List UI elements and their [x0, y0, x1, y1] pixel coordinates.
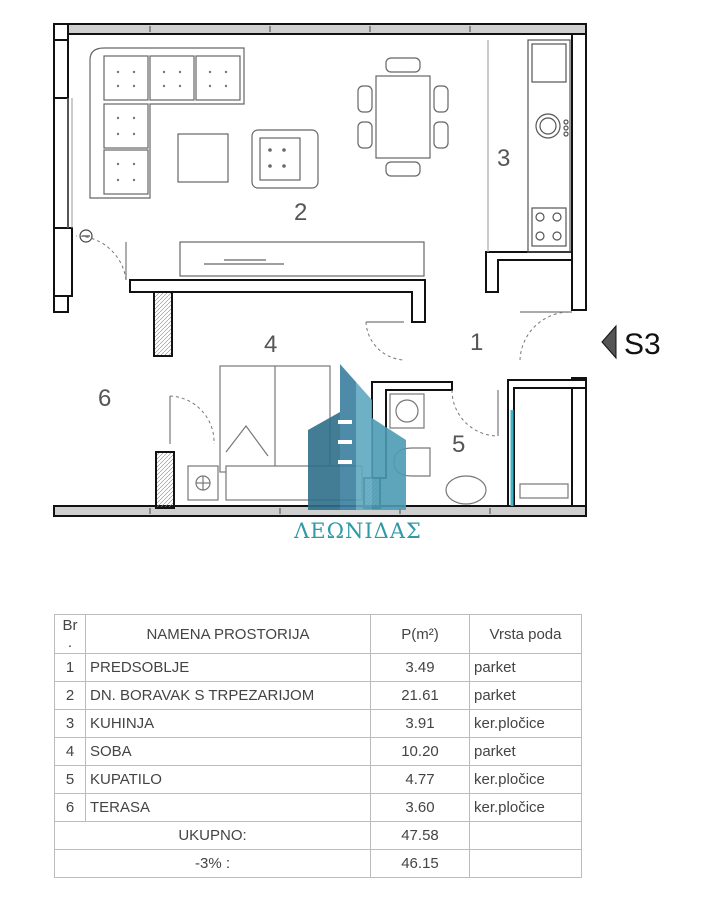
row-no: 1	[55, 654, 86, 682]
row-floor: ker.pločice	[470, 766, 582, 794]
dining-table	[358, 58, 448, 176]
row-floor: parket	[470, 654, 582, 682]
row-name: KUHINJA	[86, 710, 371, 738]
row-area: 3.49	[371, 654, 470, 682]
header-no: Br .	[55, 615, 86, 654]
room-number-4: 4	[264, 331, 278, 358]
reduced-empty	[470, 850, 582, 878]
table-row	[55, 766, 582, 794]
room-number-1: 1	[470, 329, 484, 356]
row-floor: parket	[470, 738, 582, 766]
row-floor: ker.pločice	[470, 794, 582, 822]
row-name: KUPATILO	[86, 766, 371, 794]
table-header-row	[55, 615, 582, 654]
row-no: 4	[55, 738, 86, 766]
header-floor: Vrsta poda	[470, 615, 582, 654]
row-no: 2	[55, 682, 86, 710]
room-number-2: 2	[294, 199, 308, 226]
header-area: P(m²)	[371, 615, 470, 654]
reduced-label: -3% :	[55, 850, 371, 878]
table-row	[55, 710, 582, 738]
living-furniture	[178, 130, 318, 188]
room-number-6: 6	[98, 385, 112, 412]
table-row	[55, 794, 582, 822]
table-row	[55, 654, 582, 682]
row-area: 21.61	[371, 682, 470, 710]
bathroom-fixtures	[390, 394, 568, 504]
row-no: 3	[55, 710, 86, 738]
room-table	[54, 614, 582, 878]
row-name: PREDSOBLJE	[86, 654, 371, 682]
total-value: 47.58	[371, 822, 470, 850]
room-number-5: 5	[452, 431, 466, 458]
total-empty	[470, 822, 582, 850]
total-row	[55, 822, 582, 850]
table-row	[55, 682, 582, 710]
watermark-text: ΛΕΩΝΙΔΑΣ	[294, 519, 422, 543]
section-label: S3	[624, 328, 661, 361]
header-name: NAMENA PROSTORIJA	[86, 615, 371, 654]
row-area: 10.20	[371, 738, 470, 766]
tv-unit	[180, 242, 424, 276]
row-name: DN. BORAVAK S TRPEZARIJOM	[86, 682, 371, 710]
row-floor: parket	[470, 682, 582, 710]
row-name: TERASA	[86, 794, 371, 822]
row-floor: ker.pločice	[470, 710, 582, 738]
row-area: 4.77	[371, 766, 470, 794]
row-no: 6	[55, 794, 86, 822]
row-area: 3.60	[371, 794, 470, 822]
section-arrow-icon	[602, 326, 616, 358]
reduced-value: 46.15	[371, 850, 470, 878]
reduced-row	[55, 850, 582, 878]
row-name: SOBA	[86, 738, 371, 766]
table-row	[55, 738, 582, 766]
row-area: 3.91	[371, 710, 470, 738]
total-label: UKUPNO:	[55, 822, 371, 850]
room-number-3: 3	[497, 145, 511, 172]
row-no: 5	[55, 766, 86, 794]
